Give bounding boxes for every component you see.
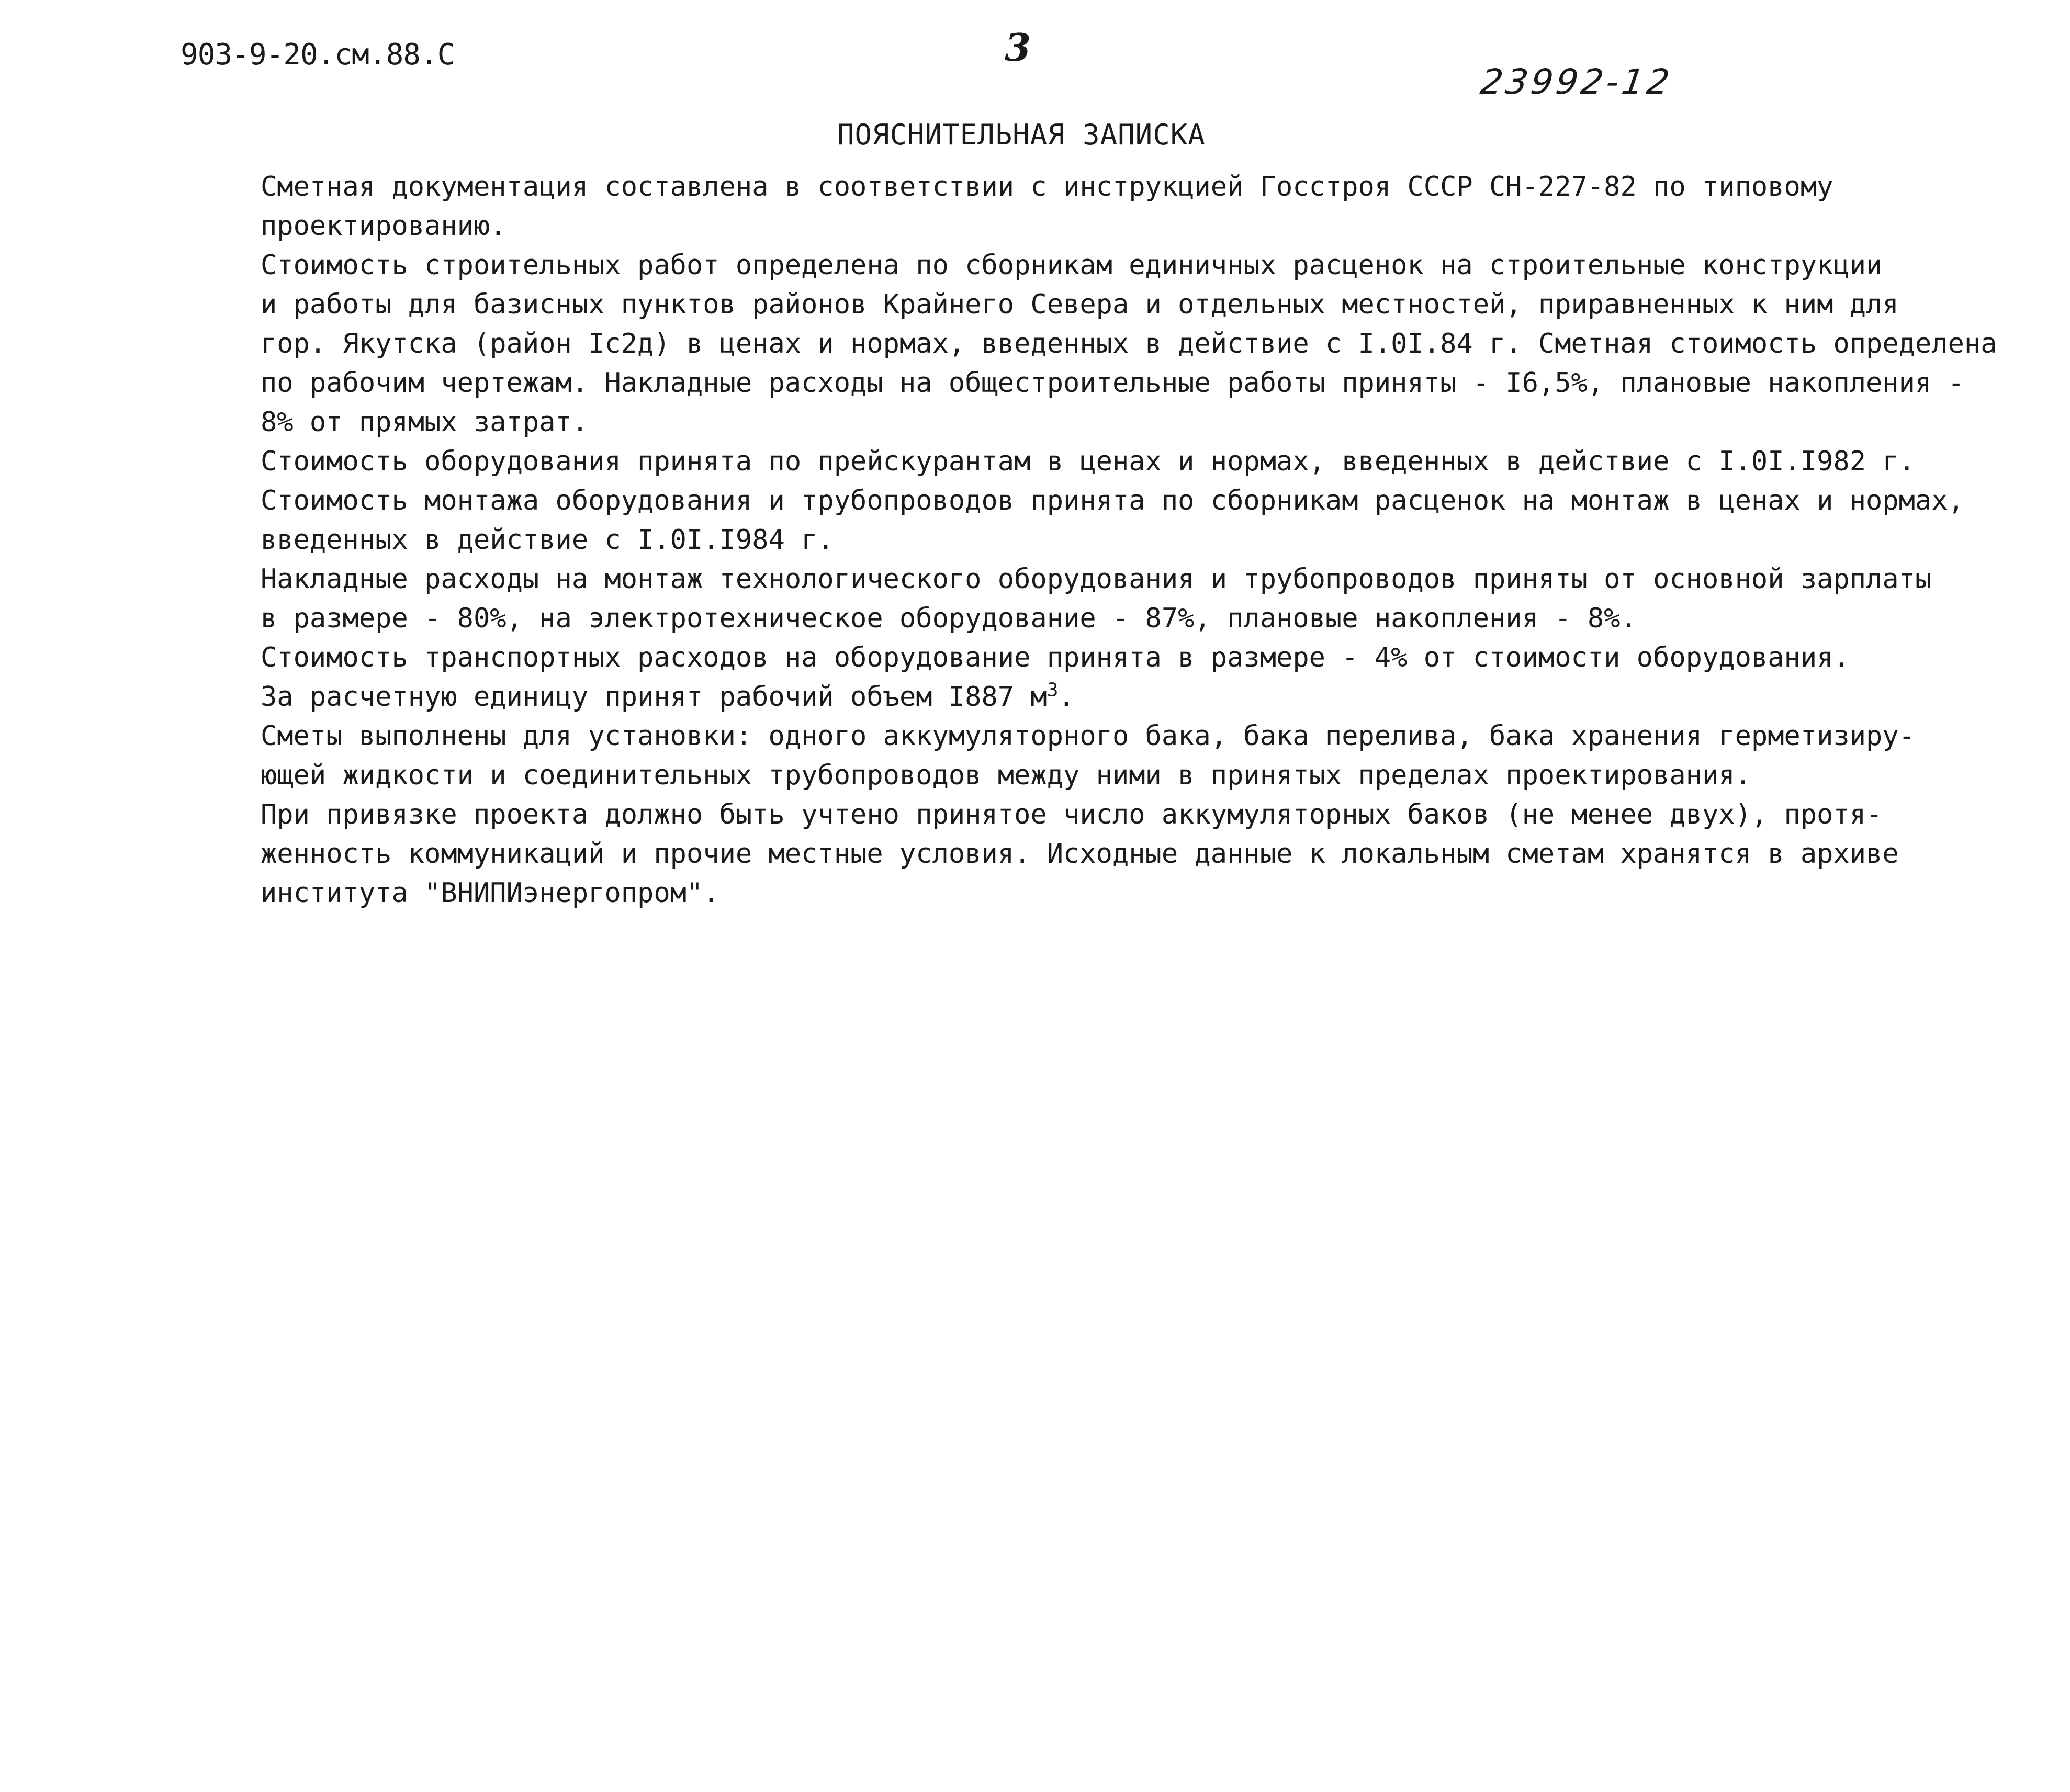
text-line: и работы для базисных пунктов районов Крайнего Севера и отдельных местностей, приравненных к ним для	[261, 289, 1899, 320]
text-line: Стоимость оборудования принята по прейскурантам в ценах и нормах, введенных в действие с I.0I.I982 г.	[261, 446, 1915, 477]
page-number: 3	[1005, 25, 1031, 70]
paragraph-5	[179, 638, 1906, 717]
paragraph-6	[179, 717, 1915, 795]
text-line: Стоимость транспортных расходов на оборудование принята в размере - 4% от стоимости оборудования.	[261, 642, 1850, 673]
paragraph-4	[179, 560, 1932, 638]
explanatory-note-body	[179, 167, 1997, 913]
text-line: введенных в действие с I.0I.I984 г.	[261, 524, 834, 556]
text-line: Сметная документация составлена в соответствии с инструкцией Госстроя СССР СН-227-82 по типовому	[261, 171, 1833, 202]
document-code: 903-9-20.см.88.С	[181, 38, 455, 72]
text-line: Стоимость строительных работ определена по сборникам единичных расценок на строительные конструкции	[261, 250, 1883, 281]
paragraph-2	[179, 246, 1997, 442]
text-line: по рабочим чертежам. Накладные расходы на общестроительные работы приняты - I6,5%, плановые накопления -	[261, 367, 1964, 399]
superscript: 3	[1047, 679, 1059, 701]
text-line: института "ВНИПИэнергопром".	[261, 877, 719, 909]
text-line: Сметы выполнены для установки: одного аккумуляторного бака, бака перелива, бака хранения герметизиру-	[261, 720, 1915, 752]
text-line: При привязке проекта должно быть учтено принятое число аккумуляторных баков (не менее двух), протя-	[261, 799, 1883, 830]
text-fragment: .	[1058, 681, 1075, 713]
text-line: в размере - 80%, на электротехническое оборудование - 87%, плановые накопления - 8%.	[261, 603, 1637, 634]
paragraph-7	[179, 795, 1906, 913]
document-title: ПОЯСНИТЕЛЬНАЯ ЗАПИСКА	[837, 118, 1206, 151]
text-line: 8% от прямых затрат.	[261, 407, 589, 438]
text-line-with-superscript	[179, 678, 1906, 717]
paragraph-3	[179, 442, 1964, 560]
paragraph-1	[179, 167, 1906, 246]
text-fragment: За расчетную единицу принят рабочий объем I887 м	[261, 681, 1047, 713]
text-line: женность коммуникаций и прочие местные условия. Исходные данные к локальным сметам хранятся в архиве	[261, 838, 1899, 870]
text-line: гор. Якутска (район Iс2д) в ценах и нормах, введенных в действие с I.0I.84 г. Сметная стоимость определена	[261, 328, 1997, 359]
text-line: ющей жидкости и соединительных трубопроводов между ними в принятых пределах проектирования.	[261, 760, 1751, 791]
text-line: Стоимость монтажа оборудования и трубопроводов принята по сборникам расценок на монтаж в ценах и нормах,	[261, 485, 1964, 516]
text-line: Накладные расходы на монтаж технологического оборудования и трубопроводов приняты от основной зарплаты	[261, 563, 1932, 595]
inventory-number: 23992-12	[1478, 62, 1675, 102]
text-line: проектированию.	[261, 210, 507, 242]
